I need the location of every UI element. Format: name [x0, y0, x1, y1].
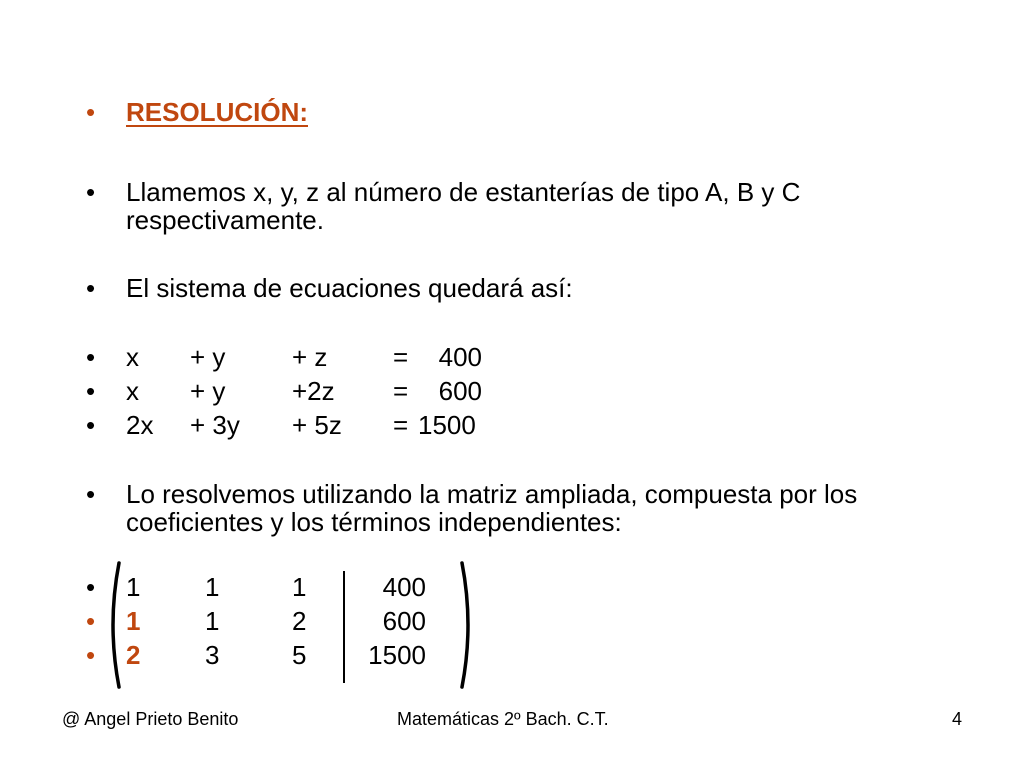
paragraph-1-line-1: Llamemos x, y, z al número de estanterías de tipo A, B y C: [126, 177, 801, 207]
matrix-row-3-col-3: 5: [292, 640, 307, 670]
equation-3-term-x: 2x: [126, 410, 154, 440]
paragraph-3-line-2: coeficientes y los términos independientes:: [126, 507, 622, 537]
equation-1-equals: =: [393, 342, 409, 372]
equation-2-equals: =: [393, 376, 409, 406]
matrix-row-2-col-3: 2: [292, 606, 307, 636]
bullet-matrix-row-2: •: [86, 606, 96, 636]
equation-2-term-y: + y: [190, 376, 226, 406]
equation-2-rhs: 600: [438, 376, 482, 406]
equation-3-rhs: 1500: [418, 410, 476, 440]
equation-1-term-z: + z: [292, 342, 328, 372]
bullet-paragraph-3: •: [86, 479, 96, 509]
matrix-row-3-col-2: 3: [205, 640, 220, 670]
matrix-row-1-col-2: 1: [205, 572, 220, 602]
bullet-heading: •: [86, 97, 96, 127]
matrix-row-2-col-1: 1: [126, 606, 141, 636]
paragraph-1-line-2: respectivamente.: [126, 205, 324, 235]
equation-2-term-z: +2z: [292, 376, 335, 406]
footer-course: Matemáticas 2º Bach. C.T.: [397, 709, 609, 729]
bullet-paragraph-2: •: [86, 273, 96, 303]
paragraph-3-line-1: Lo resolvemos utilizando la matriz ampliada, compuesta por los: [126, 479, 858, 509]
equation-2-term-x: x: [126, 376, 139, 406]
equation-3-term-y: + 3y: [190, 410, 240, 440]
equation-1-term-x: x: [126, 342, 139, 372]
bullet-equation-1: •: [86, 342, 96, 372]
matrix-row-2-rhs: 600: [382, 606, 426, 636]
equation-3-term-z: + 5z: [292, 410, 342, 440]
equation-3-equals: =: [393, 410, 409, 440]
matrix-row-3-col-1: 2: [126, 640, 141, 670]
matrix-row-2-col-2: 1: [205, 606, 220, 636]
bullet-paragraph-1: •: [86, 177, 96, 207]
bullet-equation-2: •: [86, 376, 96, 406]
matrix-augment-separator: [343, 571, 345, 683]
equation-1-term-y: + y: [190, 342, 226, 372]
slide-heading: RESOLUCIÓN:: [126, 97, 308, 127]
footer-page-number: 4: [952, 709, 963, 729]
paragraph-2: El sistema de ecuaciones quedará así:: [126, 273, 573, 303]
matrix-row-1-rhs: 400: [382, 572, 426, 602]
matrix-row-1-col-3: 1: [292, 572, 307, 602]
equation-1-rhs: 400: [438, 342, 482, 372]
matrix-row-3-rhs: 1500: [368, 640, 426, 670]
matrix-right-parenthesis: [455, 560, 485, 690]
bullet-matrix-row-3: •: [86, 640, 96, 670]
matrix-row-1-col-1: 1: [126, 572, 141, 602]
bullet-matrix-row-1: •: [86, 572, 96, 602]
footer-author: @ Angel Prieto Benito: [62, 709, 239, 729]
bullet-equation-3: •: [86, 410, 96, 440]
